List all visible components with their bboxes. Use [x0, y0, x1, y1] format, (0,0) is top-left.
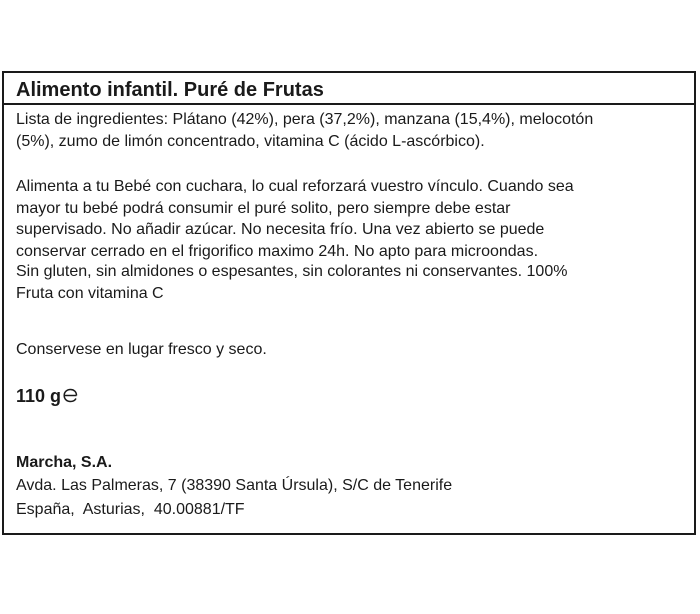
ingredients-list: Lista de ingredientes: Plátano (42%), pera (37,2%), manzana (15,4%), melocotón (5%), zumo de limón concentrado, vitamina C (ácido L-ascórbico). [16, 111, 594, 150]
company-region: España, Asturias, 40.00881/TF [16, 501, 245, 518]
product-label [2, 71, 696, 535]
net-weight [16, 384, 78, 408]
product-description: Alimenta a tu Bebé con cuchara, lo cual reforzará vuestro vínculo. Cuando sea mayor tu bebé podrá consumir el puré solito, pero siempre debe estar supervisado. No añadir azúcar. No necesita frío. Una vez abierto se puede conservar cerrado en el frigorifico maximo 24h. No apto para microondas. [16, 178, 574, 260]
gluten-statement: Sin gluten, sin almidones o espesantes, sin colorantes ni conservantes. 100% Fruta con vitamina C [16, 263, 568, 302]
e-mark-icon [62, 387, 78, 403]
net-weight-value: 110 g [16, 386, 62, 406]
company-address: Avda. Las Palmeras, 7 (38390 Santa Úrsula), S/C de Tenerife [16, 477, 453, 494]
storage-instructions: Conservese en lugar fresco y seco. [16, 341, 267, 358]
title-divider [4, 103, 694, 105]
company-name: Marcha, S.A. [16, 454, 113, 471]
product-title: Alimento infantil. Puré de Frutas [16, 79, 324, 101]
